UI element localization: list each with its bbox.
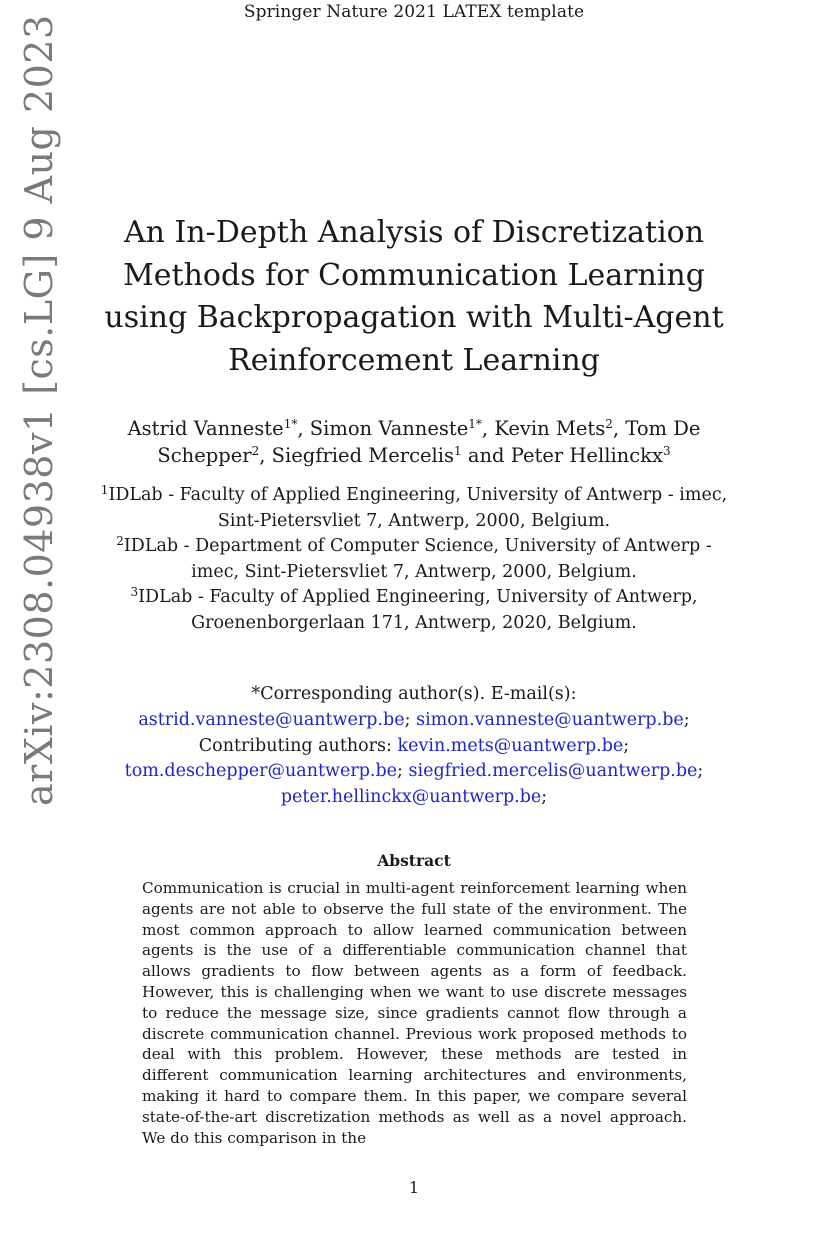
contributing-line: Contributing authors: kevin.mets@uantwerp.be; bbox=[198, 735, 630, 756]
abstract-heading: Abstract bbox=[377, 851, 451, 870]
author-affiliation-mark: 3 bbox=[662, 444, 671, 458]
email-link[interactable]: tom.deschepper@uantwerp.be bbox=[124, 761, 398, 782]
affiliation-text: IDLab - Faculty of Applied Engineering, University of Antwerp, Groenenborgerlaan 171, Antwerp, 2020, Belgium. bbox=[138, 587, 698, 633]
affiliation-list bbox=[100, 483, 728, 636]
affiliation-mark: 1 bbox=[100, 483, 109, 497]
contributing-label: Contributing authors: bbox=[198, 735, 392, 756]
affiliation-text: IDLab - Department of Computer Science, University of Antwerp - imec, Sint-Pietersvliet 7, Antwerp, 2000, Belgium. bbox=[123, 536, 712, 582]
affiliation bbox=[100, 483, 728, 534]
corresponding-label: *Corresponding author(s). E-mail(s): bbox=[251, 684, 577, 704]
email-link[interactable]: kevin.mets@uantwerp.be bbox=[397, 735, 624, 756]
author-affiliation-mark: 1 bbox=[454, 444, 462, 458]
author-name: Kevin Mets bbox=[494, 417, 606, 440]
running-header: Springer Nature 2021 LATEX template bbox=[243, 2, 585, 22]
affiliation bbox=[100, 534, 728, 585]
paper-title: An In-Depth Analysis of Discretization Methods for Communication Learning using Backpropagation with Multi-Agent Reinforcement Learning bbox=[104, 215, 724, 378]
contributing-emails: tom.deschepper@uantwerp.be; siegfried.mercelis@uantwerp.be; peter.hellinckx@uantwerp.be; bbox=[124, 761, 704, 808]
abstract-text: Communication is crucial in multi-agent reinforcement learning when agents are not able to observe the full state of the environment. The most common approach to allow learned communication between agents is the use of a differentiable communication channel that allows gradients to flow between agents as a form of feedback. However, this is challenging when we want to use discrete messages to reduce the message size, since gradients cannot flow through a discrete communication channel. Previous work proposed methods to deal with this problem. However, these methods are tested in different communication learning architectures and environments, making it hard to compare them. In this paper, we compare several state-of-the-art discretization methods as well as a novel approach. We do this comparison in the bbox=[142, 879, 687, 1147]
author-name: Simon Vanneste bbox=[309, 417, 469, 440]
author-affiliation-mark: 1* bbox=[468, 417, 482, 431]
author-affiliation-mark: 1* bbox=[283, 417, 298, 431]
author-affiliation-mark: 2 bbox=[251, 444, 260, 458]
email-link[interactable]: peter.hellinckx@uantwerp.be bbox=[280, 787, 542, 808]
author-affiliation-mark: 2 bbox=[605, 417, 613, 431]
affiliation bbox=[100, 585, 728, 636]
email-link[interactable]: astrid.vanneste@uantwerp.be bbox=[138, 709, 405, 730]
corresponding-emails: astrid.vanneste@uantwerp.be; simon.vanneste@uantwerp.be; bbox=[138, 709, 690, 730]
author-name: Siegfried Mercelis bbox=[271, 444, 455, 467]
arxiv-identifier: arXiv:2308.04938v1 [cs.LG] 9 Aug 2023 bbox=[17, 14, 61, 806]
page-number: 1 bbox=[408, 1178, 420, 1197]
author-name: Peter Hellinckx bbox=[510, 444, 663, 467]
author-name: Tom De Schepper bbox=[157, 417, 701, 467]
affiliation-text: IDLab - Faculty of Applied Engineering, University of Antwerp - imec, Sint-Pietersvliet 7, Antwerp, 2000, Belgium. bbox=[108, 485, 728, 531]
email-link[interactable]: simon.vanneste@uantwerp.be bbox=[416, 709, 684, 730]
author-name: Astrid Vanneste bbox=[127, 417, 284, 440]
correspondence-block bbox=[100, 682, 728, 811]
author-list: Astrid Vanneste$^{1*}$, Simon Vanneste$^{1*}$, Kevin Mets$^2$, Tom De Schepper$^2$, Siegfried Mercelis$^1$ and Peter Hellinckx$^3$ bbox=[127, 417, 701, 467]
affiliation-mark: 3 bbox=[130, 585, 139, 599]
affiliation-mark: 2 bbox=[116, 534, 124, 548]
email-link[interactable]: siegfried.mercelis@uantwerp.be bbox=[408, 761, 698, 782]
